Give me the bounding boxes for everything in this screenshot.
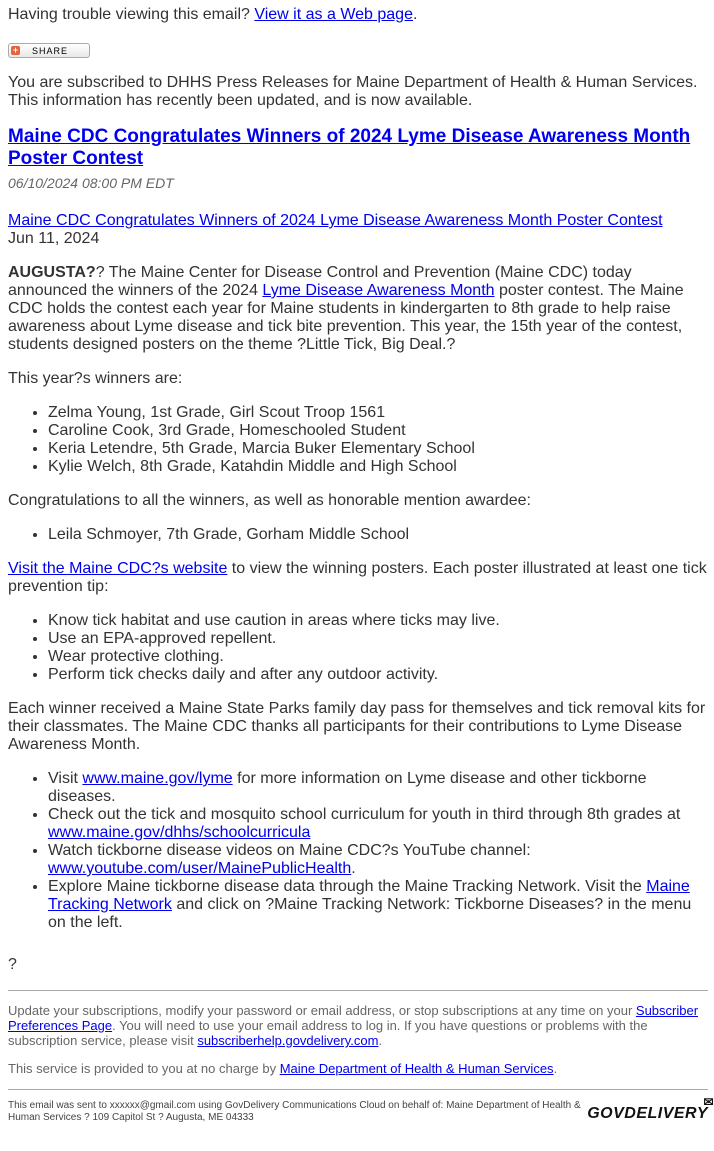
text: for more information on Lyme disease and other tickborne diseases. (48, 770, 647, 805)
cdc-website-link[interactable]: Visit the Maine CDC?s website (8, 560, 228, 577)
dhhs-link[interactable]: Maine Department of Health & Human Services (279, 1061, 554, 1076)
resource-link[interactable]: www.maine.gov/lyme (82, 770, 233, 787)
text: This service is provided to you at no charge by (8, 1061, 280, 1076)
preferences-link[interactable]: Subscriber Preferences Page (8, 1003, 699, 1033)
list-item (48, 842, 708, 878)
list-item (48, 806, 708, 842)
list-item: • Zelma Young, 1st Grade, Girl Scout Troop 1561 (48, 404, 708, 422)
sub-title-link[interactable]: Maine CDC Congratulates Winners of 2024 Lyme Disease Awareness Month Poster Contest (8, 212, 663, 229)
winners-list (8, 404, 708, 476)
list-item: • Leila Schmoyer, 7th Grade, Gorham Middle School (48, 526, 708, 544)
web-page-link[interactable]: View it as a Web page (254, 6, 413, 23)
title-link[interactable]: Maine CDC Congratulates Winners of 2024 Lyme Disease Awareness Month Poster Contest (8, 126, 691, 169)
list-item: • Use an EPA-approved repellent. (48, 630, 708, 648)
text: Explore Maine tickborne disease data through the Maine Tracking Network. Visit the (48, 878, 647, 895)
lyme-month-link[interactable]: Lyme Disease Awareness Month (262, 282, 495, 299)
honorable-list (8, 526, 708, 544)
honorable-intro: Congratulations to all the winners, as well as honorable mention awardee: (8, 492, 531, 509)
list-item (48, 878, 708, 932)
logo-text: GOVDELIVERY (587, 1105, 708, 1122)
share-button[interactable] (8, 43, 90, 58)
sent-text: This email was sent to xxxxxx@gmail.com using GovDelivery Communications Cloud on behalf of: Maine Department of Health & Human Services ? 109 Capitol St ? Augusta, ME 04333 (8, 1100, 581, 1123)
text: ? The Maine Center for Disease Control and Prevention (Maine CDC) today announced the winners of the 2024 (8, 264, 632, 299)
list-item: • Keria Letendre, 5th Grade, Marcia Buker Elementary School (48, 440, 708, 458)
intro-text: You are subscribed to DHHS Press Releases for Maine Department of Health & Human Services. This information has recently been updated, and is now available. (8, 74, 698, 109)
footer (8, 1003, 708, 1076)
list-item: • Know tick habitat and use caution in areas where ticks may live. (48, 612, 708, 630)
paragraph-2 (8, 560, 708, 596)
paragraph-1 (8, 264, 708, 354)
update-text (8, 1003, 708, 1048)
dateline: AUGUSTA? (8, 264, 96, 281)
resource-link[interactable]: Maine Tracking Network (48, 878, 690, 913)
text: Watch tickborne disease videos on Maine CDC?s YouTube channel: (48, 842, 531, 859)
text: . (351, 860, 356, 877)
sent-info (8, 1095, 714, 1124)
list-item: • Perform tick checks daily and after any outdoor activity. (48, 666, 708, 684)
text: to view the winning posters. Each poster illustrated at least one tick prevention tip: (8, 560, 707, 595)
service-text (8, 1061, 708, 1076)
divider (8, 1089, 708, 1090)
text: Visit (48, 770, 83, 787)
text: Check out the tick and mosquito school curriculum for youth in third through 8th grades at (48, 806, 681, 823)
trouble-line (8, 6, 708, 24)
timestamp: 06/10/2024 08:00 PM EDT (8, 175, 174, 191)
list-item (48, 770, 708, 806)
resource-link[interactable]: www.youtube.com/user/MainePublicHealth (48, 860, 352, 877)
resources-list (8, 770, 708, 932)
text: and click on ?Maine Tracking Network: Tickborne Diseases? in the menu on the left. (48, 896, 692, 931)
list-item: • Caroline Cook, 3rd Grade, Homeschooled Student (48, 422, 708, 440)
share-label: SHARE (32, 45, 69, 56)
text: . (378, 1033, 383, 1048)
govdelivery-logo (587, 1095, 714, 1122)
text: Update your subscriptions, modify your password or email address, or stop subscriptions at any time on your (8, 1003, 636, 1018)
tips-list (8, 612, 708, 684)
resource-link[interactable]: www.maine.gov/dhhs/schoolcurricula (48, 824, 311, 841)
stray-char: ? (8, 956, 17, 973)
winners-intro: This year?s winners are: (8, 370, 183, 387)
sub-title-block (8, 212, 708, 248)
divider (8, 990, 708, 991)
envelope-icon: ✉ (703, 1095, 714, 1109)
plus-icon: + (12, 45, 19, 55)
text: poster contest. The Maine CDC holds the contest each year for Maine students in kindergarten to 8th grade to help raise awareness about Lyme disease and tick bite prevention. This year, the 15th year of the contest, students designed posters on the theme ?Little Tick, Big Deal.? (8, 282, 684, 353)
paragraph-3: Each winner received a Maine State Parks family day pass for themselves and tick removal kits for their classmates. The Maine CDC thanks all participants for their contributions to Lyme Disease Awareness Month. (8, 700, 706, 753)
list-item: • Kylie Welch, 8th Grade, Katahdin Middle and High School (48, 458, 708, 476)
help-link[interactable]: subscriberhelp.govdelivery.com (197, 1033, 379, 1048)
sub-date: Jun 11, 2024 (8, 230, 100, 247)
list-item: • Wear protective clothing. (48, 648, 708, 666)
text: . You will need to use your email address to log in. If you have questions or problems with the subscription service, please visit (8, 1018, 648, 1048)
period: . (412, 6, 418, 23)
text: . (553, 1061, 558, 1076)
trouble-text: Having trouble viewing this email? (8, 6, 255, 23)
